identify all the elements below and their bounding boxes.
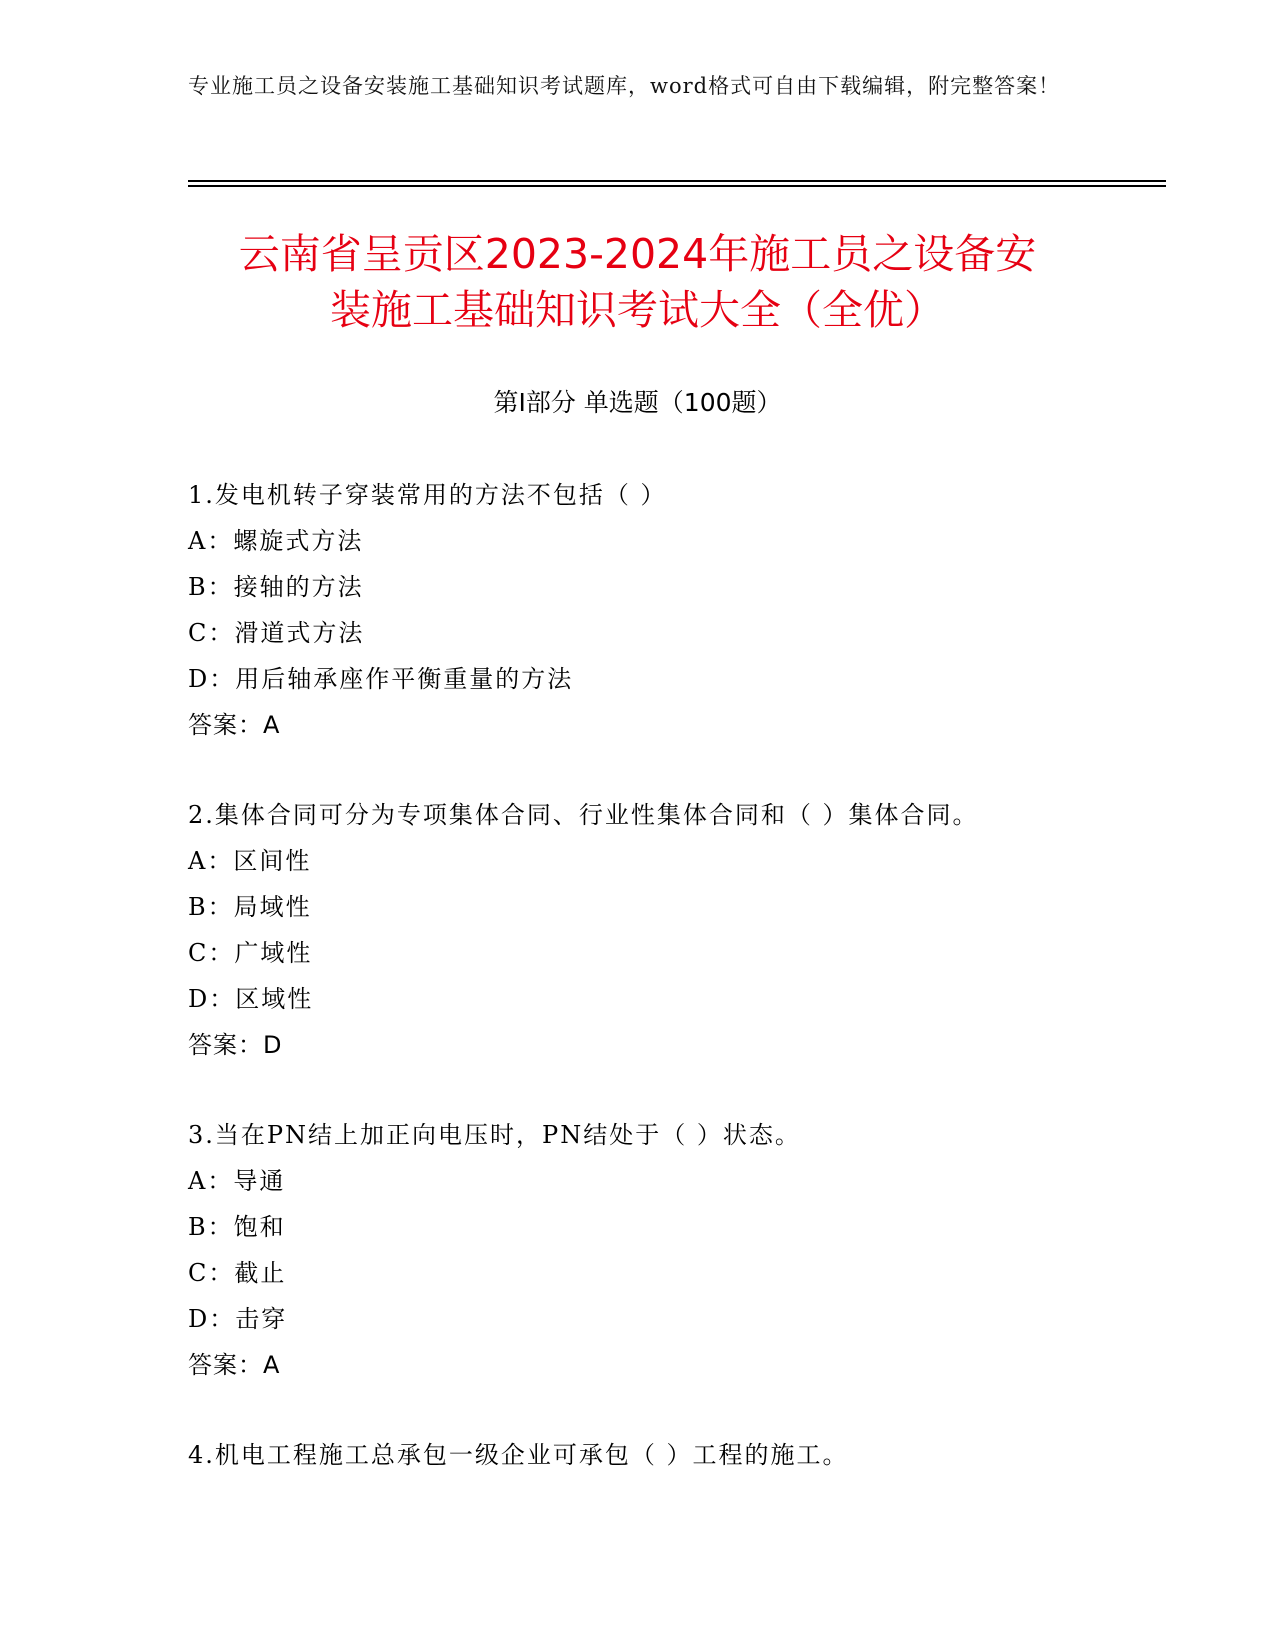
option-b: B：接轴的方法	[188, 573, 364, 601]
document-title	[150, 226, 1125, 338]
question-1	[188, 472, 1148, 748]
option-b: B：局域性	[188, 893, 312, 921]
option-d: D：区域性	[188, 985, 314, 1013]
option-a: A：导通	[188, 1167, 286, 1195]
option-a: A：区间性	[188, 847, 312, 875]
question-3	[188, 1112, 1148, 1388]
header-divider-bottom	[188, 185, 1166, 187]
option-c: C：截止	[188, 1259, 287, 1287]
question-stem: 3.当在PN结上加正向电压时，PN结处于（ ）状态。	[188, 1121, 801, 1149]
question-stem: 1.发电机转子穿装常用的方法不包括（ ）	[188, 481, 667, 509]
title-line-2: 装施工基础知识考试大全（全优）	[330, 286, 945, 334]
option-a: A：螺旋式方法	[188, 527, 364, 555]
title-line-1: 云南省呈贡区2023-2024年施工员之设备安	[238, 230, 1037, 278]
section-heading: 第Ⅰ部分 单选题（100题）	[493, 388, 782, 417]
answer: 答案：D	[188, 1031, 283, 1059]
question-stem: 2.集体合同可分为专项集体合同、行业性集体合同和（ ）集体合同。	[188, 801, 979, 829]
option-c: C：广域性	[188, 939, 313, 967]
option-c: C：滑道式方法	[188, 619, 365, 647]
header-divider-top	[188, 180, 1166, 182]
answer: 答案：A	[188, 1351, 281, 1379]
answer: 答案：A	[188, 711, 281, 739]
option-d: D：击穿	[188, 1305, 288, 1333]
header-note: 专业施工员之设备安装施工基础知识考试题库，word格式可自由下载编辑，附完整答案！	[188, 74, 1061, 98]
question-4	[188, 1432, 1148, 1478]
question-stem: 4.机电工程施工总承包一级企业可承包（ ）工程的施工。	[188, 1441, 849, 1469]
option-d: D：用后轴承座作平衡重量的方法	[188, 665, 574, 693]
question-2	[188, 792, 1148, 1068]
option-b: B：饱和	[188, 1213, 286, 1241]
